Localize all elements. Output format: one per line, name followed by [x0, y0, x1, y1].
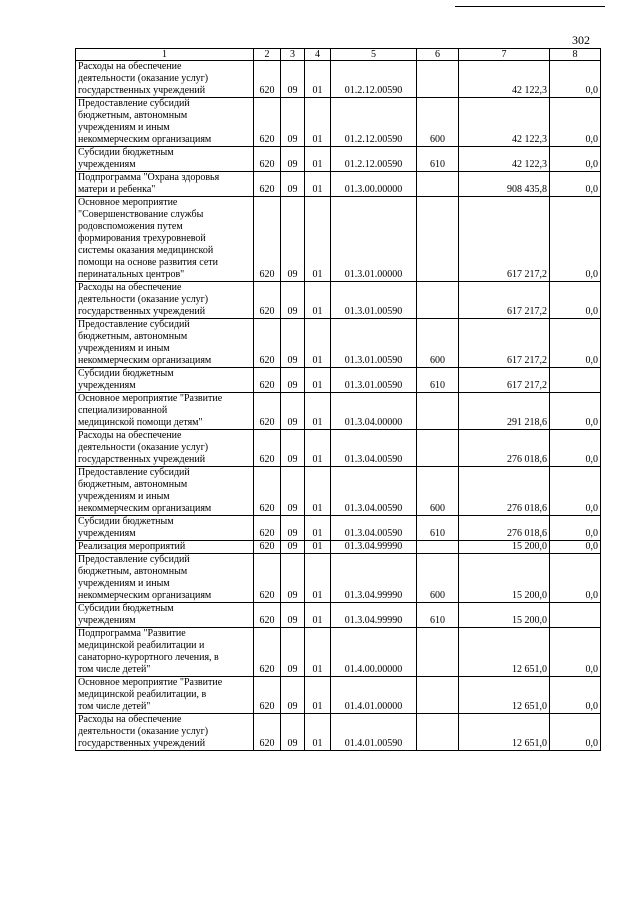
amount-cell: 908 435,8: [459, 172, 550, 197]
amount-cell: 617 217,2: [459, 282, 550, 319]
section-cell: 09: [281, 98, 305, 147]
table-row: [76, 197, 601, 282]
amount-cell: 617 217,2: [459, 197, 550, 282]
expense-type-cell: 600: [417, 554, 459, 603]
amount-extra-cell: 0,0: [550, 677, 601, 714]
code-cell: 620: [254, 61, 281, 98]
section-cell: 09: [281, 516, 305, 541]
subsection-cell: 01: [305, 677, 331, 714]
target-article-cell: 01.3.04.00590: [331, 516, 417, 541]
amount-extra-cell: 0,0: [550, 172, 601, 197]
top-rule: [455, 6, 605, 7]
code-cell: 620: [254, 467, 281, 516]
table-row: [76, 319, 601, 368]
column-header: 8: [550, 49, 601, 61]
code-cell: 620: [254, 319, 281, 368]
section-cell: 09: [281, 319, 305, 368]
amount-cell: 15 200,0: [459, 554, 550, 603]
subsection-cell: 01: [305, 319, 331, 368]
row-name-cell: Субсидии бюджетным учреждениям: [76, 147, 254, 172]
amount-extra-cell: 0,0: [550, 393, 601, 430]
target-article-cell: 01.2.12.00590: [331, 147, 417, 172]
row-name-cell: Расходы на обеспечение деятельности (оказание услуг) государственных учреждений: [76, 61, 254, 98]
expense-type-cell: [417, 714, 459, 751]
row-name-cell: Основное мероприятие "Совершенствование службы родовспоможения путем формирования трехуровневой системы оказания медицинской помощи на основе развития сети перинатальных центров": [76, 197, 254, 282]
subsection-cell: 01: [305, 147, 331, 172]
amount-extra-cell: 0,0: [550, 516, 601, 541]
column-header: 4: [305, 49, 331, 61]
amount-cell: 291 218,6: [459, 393, 550, 430]
subsection-cell: 01: [305, 172, 331, 197]
code-cell: 620: [254, 628, 281, 677]
section-cell: 09: [281, 603, 305, 628]
row-name-cell: Субсидии бюджетным учреждениям: [76, 603, 254, 628]
table-row: [76, 393, 601, 430]
table-body: [76, 61, 601, 751]
amount-extra-cell: 0,0: [550, 714, 601, 751]
code-cell: 620: [254, 147, 281, 172]
table-row: [76, 61, 601, 98]
row-name-cell: Подпрограмма "Охрана здоровья матери и ребенка": [76, 172, 254, 197]
table-row: [76, 172, 601, 197]
expense-type-cell: [417, 430, 459, 467]
code-cell: 620: [254, 603, 281, 628]
amount-extra-cell: 0,0: [550, 467, 601, 516]
subsection-cell: 01: [305, 714, 331, 751]
subsection-cell: 01: [305, 628, 331, 677]
section-cell: 09: [281, 554, 305, 603]
expense-type-cell: 600: [417, 467, 459, 516]
subsection-cell: 01: [305, 282, 331, 319]
expense-type-cell: [417, 197, 459, 282]
target-article-cell: 01.3.04.00000: [331, 393, 417, 430]
target-article-cell: 01.2.12.00590: [331, 98, 417, 147]
expense-type-cell: 600: [417, 98, 459, 147]
amount-cell: 617 217,2: [459, 368, 550, 393]
amount-cell: 276 018,6: [459, 430, 550, 467]
target-article-cell: 01.4.01.00000: [331, 677, 417, 714]
subsection-cell: 01: [305, 98, 331, 147]
amount-extra-cell: 0,0: [550, 541, 601, 554]
table-row: [76, 541, 601, 554]
target-article-cell: 01.3.01.00000: [331, 197, 417, 282]
row-name-cell: Предоставление субсидий бюджетным, автономным учреждениям и иным некоммерческим организациям: [76, 319, 254, 368]
expense-type-cell: 610: [417, 603, 459, 628]
section-cell: 09: [281, 677, 305, 714]
subsection-cell: 01: [305, 430, 331, 467]
row-name-cell: Подпрограмма "Развитие медицинской реабилитации и санаторно-курортного лечения, в том числе детей": [76, 628, 254, 677]
section-cell: 09: [281, 172, 305, 197]
code-cell: 620: [254, 197, 281, 282]
subsection-cell: 01: [305, 467, 331, 516]
row-name-cell: Предоставление субсидий бюджетным, автономным учреждениям и иным некоммерческим организациям: [76, 467, 254, 516]
table-row: [76, 147, 601, 172]
row-name-cell: Субсидии бюджетным учреждениям: [76, 516, 254, 541]
code-cell: 620: [254, 554, 281, 603]
section-cell: 09: [281, 197, 305, 282]
amount-extra-cell: [550, 368, 601, 393]
code-cell: 620: [254, 393, 281, 430]
target-article-cell: 01.3.04.00590: [331, 467, 417, 516]
amount-extra-cell: 0,0: [550, 197, 601, 282]
amount-extra-cell: 0,0: [550, 628, 601, 677]
target-article-cell: 01.3.04.99990: [331, 541, 417, 554]
row-name-cell: Предоставление субсидий бюджетным, автономным учреждениям и иным некоммерческим организациям: [76, 554, 254, 603]
table-row: [76, 677, 601, 714]
column-header: 5: [331, 49, 417, 61]
expense-type-cell: [417, 628, 459, 677]
amount-cell: 42 122,3: [459, 147, 550, 172]
table-row: [76, 714, 601, 751]
amount-extra-cell: [550, 603, 601, 628]
amount-extra-cell: 0,0: [550, 319, 601, 368]
amount-cell: 12 651,0: [459, 714, 550, 751]
expense-type-cell: 610: [417, 147, 459, 172]
code-cell: 620: [254, 172, 281, 197]
subsection-cell: 01: [305, 393, 331, 430]
table-row: [76, 467, 601, 516]
column-header: 6: [417, 49, 459, 61]
table-row: [76, 516, 601, 541]
expense-type-cell: [417, 282, 459, 319]
row-name-cell: Расходы на обеспечение деятельности (оказание услуг) государственных учреждений: [76, 714, 254, 751]
section-cell: 09: [281, 541, 305, 554]
expense-type-cell: [417, 541, 459, 554]
subsection-cell: 01: [305, 541, 331, 554]
target-article-cell: 01.4.00.00000: [331, 628, 417, 677]
section-cell: 09: [281, 147, 305, 172]
amount-cell: 15 200,0: [459, 541, 550, 554]
subsection-cell: 01: [305, 61, 331, 98]
column-header: 2: [254, 49, 281, 61]
code-cell: 620: [254, 714, 281, 751]
expense-type-cell: [417, 61, 459, 98]
target-article-cell: 01.3.01.00590: [331, 368, 417, 393]
amount-cell: 617 217,2: [459, 319, 550, 368]
expense-type-cell: 610: [417, 368, 459, 393]
expense-type-cell: [417, 393, 459, 430]
amount-cell: 42 122,3: [459, 61, 550, 98]
amount-cell: 42 122,3: [459, 98, 550, 147]
code-cell: 620: [254, 368, 281, 393]
subsection-cell: 01: [305, 368, 331, 393]
row-name-cell: Расходы на обеспечение деятельности (оказание услуг) государственных учреждений: [76, 282, 254, 319]
row-name-cell: Субсидии бюджетным учреждениям: [76, 368, 254, 393]
target-article-cell: 01.3.04.99990: [331, 603, 417, 628]
section-cell: 09: [281, 61, 305, 98]
code-cell: 620: [254, 677, 281, 714]
target-article-cell: 01.3.04.99990: [331, 554, 417, 603]
amount-extra-cell: 0,0: [550, 430, 601, 467]
target-article-cell: 01.2.12.00590: [331, 61, 417, 98]
row-name-cell: Предоставление субсидий бюджетным, автономным учреждениям и иным некоммерческим организациям: [76, 98, 254, 147]
amount-cell: 12 651,0: [459, 628, 550, 677]
subsection-cell: 01: [305, 197, 331, 282]
code-cell: 620: [254, 516, 281, 541]
amount-extra-cell: 0,0: [550, 147, 601, 172]
row-name-cell: Основное мероприятие "Развитие специализированной медицинской помощи детям": [76, 393, 254, 430]
amount-cell: 276 018,6: [459, 467, 550, 516]
code-cell: 620: [254, 282, 281, 319]
table-row: [76, 603, 601, 628]
amount-cell: 12 651,0: [459, 677, 550, 714]
target-article-cell: 01.3.01.00590: [331, 319, 417, 368]
target-article-cell: 01.3.01.00590: [331, 282, 417, 319]
table-row: [76, 430, 601, 467]
page-number: 302: [572, 33, 590, 47]
code-cell: 620: [254, 541, 281, 554]
section-cell: 09: [281, 430, 305, 467]
section-cell: 09: [281, 393, 305, 430]
column-header: 3: [281, 49, 305, 61]
section-cell: 09: [281, 467, 305, 516]
subsection-cell: 01: [305, 554, 331, 603]
budget-table: [75, 48, 601, 751]
section-cell: 09: [281, 282, 305, 319]
expense-type-cell: 610: [417, 516, 459, 541]
section-cell: 09: [281, 368, 305, 393]
section-cell: 09: [281, 628, 305, 677]
amount-extra-cell: 0,0: [550, 554, 601, 603]
code-cell: 620: [254, 98, 281, 147]
target-article-cell: 01.3.00.00000: [331, 172, 417, 197]
table-row: [76, 368, 601, 393]
target-article-cell: 01.3.04.00590: [331, 430, 417, 467]
subsection-cell: 01: [305, 603, 331, 628]
table-header-row: [76, 49, 601, 61]
column-header: 7: [459, 49, 550, 61]
expense-type-cell: [417, 172, 459, 197]
amount-extra-cell: 0,0: [550, 282, 601, 319]
subsection-cell: 01: [305, 516, 331, 541]
expense-type-cell: [417, 677, 459, 714]
row-name-cell: Расходы на обеспечение деятельности (оказание услуг) государственных учреждений: [76, 430, 254, 467]
amount-cell: 15 200,0: [459, 603, 550, 628]
section-cell: 09: [281, 714, 305, 751]
table-row: [76, 628, 601, 677]
row-name-cell: Реализация мероприятий: [76, 541, 254, 554]
table-row: [76, 554, 601, 603]
row-name-cell: Основное мероприятие "Развитие медицинской реабилитации, в том числе детей": [76, 677, 254, 714]
table-row: [76, 98, 601, 147]
expense-type-cell: 600: [417, 319, 459, 368]
amount-extra-cell: 0,0: [550, 98, 601, 147]
column-header: 1: [76, 49, 254, 61]
amount-cell: 276 018,6: [459, 516, 550, 541]
table-row: [76, 282, 601, 319]
code-cell: 620: [254, 430, 281, 467]
target-article-cell: 01.4.01.00590: [331, 714, 417, 751]
amount-extra-cell: 0,0: [550, 61, 601, 98]
